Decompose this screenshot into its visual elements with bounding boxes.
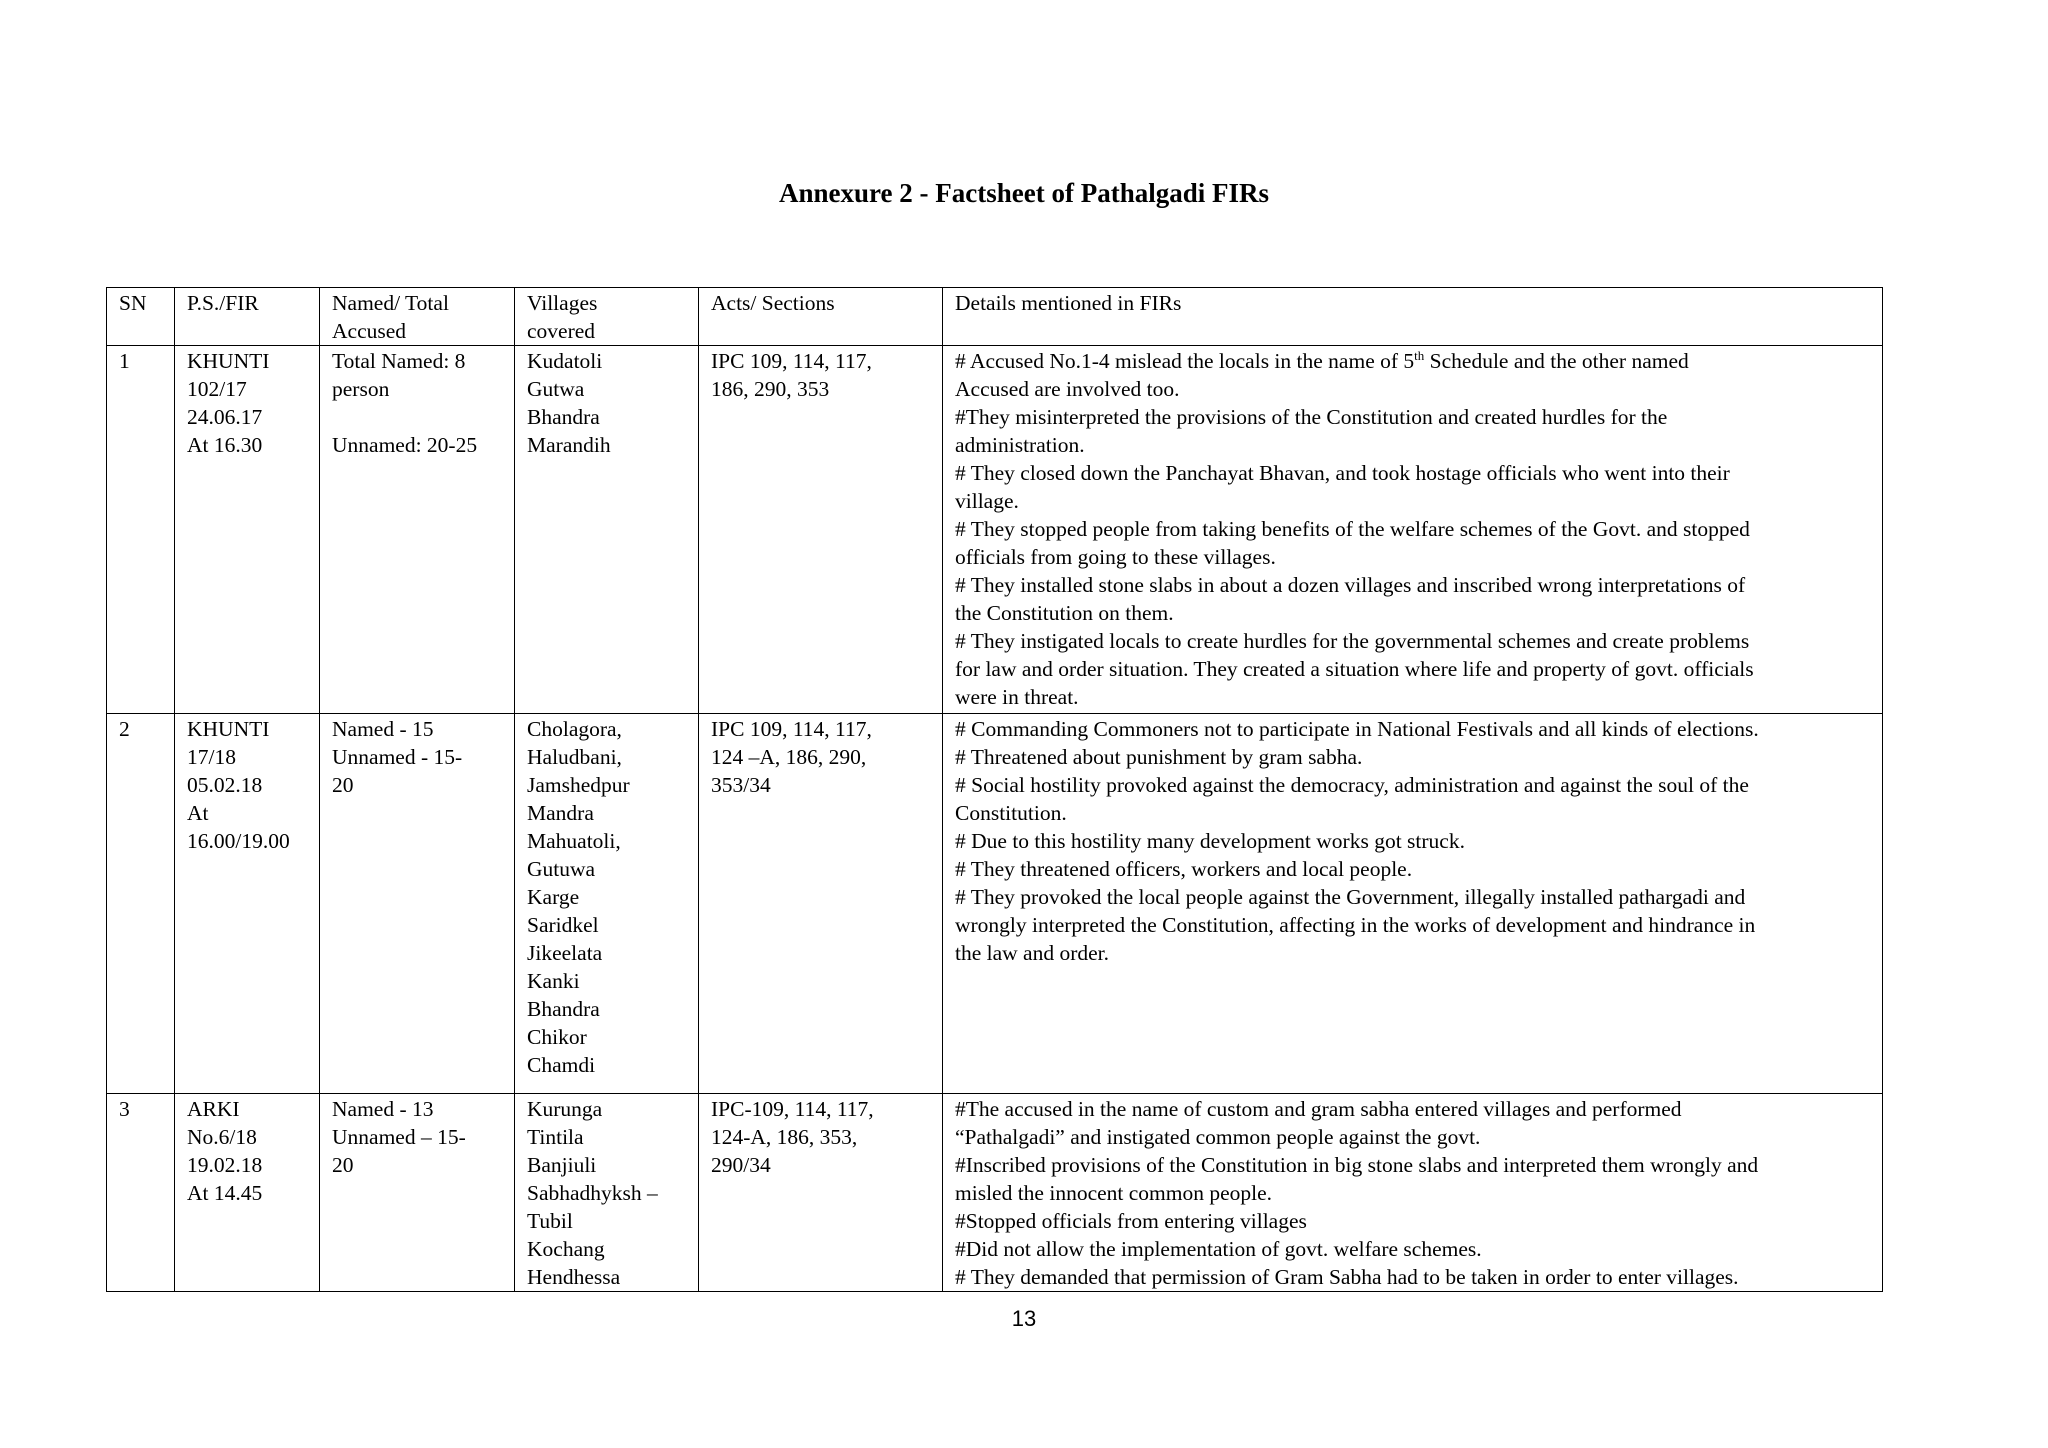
cell-line: At <box>187 801 209 825</box>
cell-line: # Social hostility provoked against the democracy, administration and against the soul of the <box>955 773 1749 797</box>
cell-line: Kochang <box>527 1237 605 1261</box>
header-sn: SN <box>107 288 175 346</box>
cell-line: village. <box>955 489 1019 513</box>
row-sn: 2 <box>107 714 175 1094</box>
cell-line: 20 <box>332 1153 354 1177</box>
cell-line: Haludbani, <box>527 745 622 769</box>
cell-line: misled the innocent common people. <box>955 1181 1273 1205</box>
fir-factsheet-table <box>106 287 1883 1292</box>
cell-line: Unnamed: 20-25 <box>332 433 478 457</box>
cell-line: # They demanded that permission of Gram Sabha had to be taken in order to enter villages. <box>955 1265 1739 1289</box>
header-villages <box>515 288 699 346</box>
cell-line: 124-A, 186, 353, <box>711 1125 858 1149</box>
cell-line: the law and order. <box>955 941 1110 965</box>
cell-line: Villages <box>527 291 598 315</box>
row-villages <box>515 714 699 1094</box>
cell-line: 186, 290, 353 <box>711 377 830 401</box>
cell-line: the Constitution on them. <box>955 601 1174 625</box>
cell-line: # Threatened about punishment by gram sabha. <box>955 745 1363 769</box>
cell-line: IPC 109, 114, 117, <box>711 717 872 741</box>
cell-line: Named/ Total <box>332 291 449 315</box>
cell-line: KHUNTI <box>187 349 270 373</box>
table-row <box>107 346 1883 714</box>
cell-line: # Commanding Commoners not to participate in National Festivals and all kinds of elections. <box>955 717 1759 741</box>
cell-line: 353/34 <box>711 773 771 797</box>
page-title: Annexure 2 - Factsheet of Pathalgadi FIRs <box>779 178 1269 208</box>
cell-line: Chikor <box>527 1025 587 1049</box>
cell-line: Hendhessa <box>527 1265 621 1289</box>
cell-line: 102/17 <box>187 377 247 401</box>
row-details <box>943 346 1883 714</box>
cell-line: for law and order situation. They created a situation where life and property of govt. officials <box>955 657 1754 681</box>
cell-line: Banjiuli <box>527 1153 597 1177</box>
header-acts: Acts/ Sections <box>699 288 943 346</box>
row-acts <box>699 1094 943 1292</box>
cell-line: Accused are involved too. <box>955 377 1180 401</box>
row-villages <box>515 346 699 714</box>
row-acts <box>699 346 943 714</box>
row-ps-fir <box>175 714 320 1094</box>
cell-line: Kanki <box>527 969 580 993</box>
cell-line: Tintila <box>527 1125 584 1149</box>
cell-line: # They closed down the Panchayat Bhavan, and took hostage officials who went into their <box>955 461 1730 485</box>
cell-line: “Pathalgadi” and instigated common people against the govt. <box>955 1125 1481 1149</box>
cell-line: Accused <box>332 319 407 343</box>
cell-line: Karge <box>527 885 580 909</box>
row-details <box>943 714 1883 1094</box>
cell-line: Bhandra <box>527 405 600 429</box>
cell-line: No.6/18 <box>187 1125 257 1149</box>
cell-line: Marandih <box>527 433 611 457</box>
row-sn: 1 <box>107 346 175 714</box>
cell-line: IPC-109, 114, 117, <box>711 1097 874 1121</box>
cell-line: Named - 15 <box>332 717 434 741</box>
cell-line: Total Named: 8 <box>332 349 466 373</box>
cell-line: Constitution. <box>955 801 1067 825</box>
cell-line: Tubil <box>527 1209 573 1233</box>
cell-line: 24.06.17 <box>187 405 263 429</box>
page-number: 13 <box>1011 1306 1037 1331</box>
cell-line: 20 <box>332 773 354 797</box>
row-sn: 3 <box>107 1094 175 1292</box>
row-named-total <box>320 1094 515 1292</box>
cell-line: Jamshedpur <box>527 773 630 797</box>
row-named-total <box>320 346 515 714</box>
cell-line: were in threat. <box>955 685 1079 709</box>
cell-line: Gutuwa <box>527 857 596 881</box>
cell-line: 124 –A, 186, 290, <box>711 745 867 769</box>
cell-line: 05.02.18 <box>187 773 263 797</box>
row-villages <box>515 1094 699 1292</box>
cell-line: Mandra <box>527 801 594 825</box>
cell-line: person <box>332 377 390 401</box>
cell-line: Kurunga <box>527 1097 603 1121</box>
cell-line: # They stopped people from taking benefits of the welfare schemes of the Govt. and stopped <box>955 517 1750 541</box>
cell-line: KHUNTI <box>187 717 270 741</box>
cell-line: IPC 109, 114, 117, <box>711 349 872 373</box>
cell-line: covered <box>527 319 596 343</box>
row-details <box>943 1094 1883 1292</box>
cell-line: #The accused in the name of custom and gram sabha entered villages and performed <box>955 1097 1682 1121</box>
table-row <box>107 1094 1883 1292</box>
cell-line: Unnamed – 15- <box>332 1125 466 1149</box>
cell-line: Unnamed - 15- <box>332 745 463 769</box>
cell-line: Chamdi <box>527 1053 596 1077</box>
cell-line: Bhandra <box>527 997 600 1021</box>
cell-line: # They installed stone slabs in about a dozen villages and inscribed wrong interpretations of <box>955 573 1746 597</box>
cell-line: #They misinterpreted the provisions of the Constitution and created hurdles for the <box>955 405 1668 429</box>
cell-line: administration. <box>955 433 1085 457</box>
cell-line <box>332 403 502 431</box>
row-ps-fir <box>175 346 320 714</box>
row-named-total <box>320 714 515 1094</box>
header-ps-fir: P.S./FIR <box>175 288 320 346</box>
row-acts <box>699 714 943 1094</box>
cell-line: At 16.30 <box>187 433 263 457</box>
cell-line: At 14.45 <box>187 1181 263 1205</box>
cell-line: #Stopped officials from entering villages <box>955 1209 1307 1233</box>
cell-line: Sabhadhyksh – <box>527 1181 658 1205</box>
table-row <box>107 714 1883 1094</box>
cell-line: Gutwa <box>527 377 585 401</box>
table-header-row <box>107 288 1883 346</box>
cell-line: ARKI <box>187 1097 240 1121</box>
cell-line: 19.02.18 <box>187 1153 263 1177</box>
cell-line: wrongly interpreted the Constitution, affecting in the works of development and hindrance in <box>955 913 1756 937</box>
cell-line: officials from going to these villages. <box>955 545 1276 569</box>
header-named-total <box>320 288 515 346</box>
cell-line: #Did not allow the implementation of govt. welfare schemes. <box>955 1237 1482 1261</box>
cell-line: Saridkel <box>527 913 599 937</box>
cell-line: Mahuatoli, <box>527 829 621 853</box>
cell-line: Cholagora, <box>527 717 622 741</box>
cell-line: # They instigated locals to create hurdles for the governmental schemes and create problems <box>955 629 1750 653</box>
row-ps-fir <box>175 1094 320 1292</box>
cell-line: # They threatened officers, workers and local people. <box>955 857 1413 881</box>
cell-line: # Due to this hostility many development works got struck. <box>955 829 1465 853</box>
cell-line: 290/34 <box>711 1153 771 1177</box>
cell-line: Named - 13 <box>332 1097 434 1121</box>
cell-line: Jikeelata <box>527 941 603 965</box>
cell-line: # They provoked the local people against the Government, illegally installed pathargadi and <box>955 885 1746 909</box>
details-first-line: # Accused No.1-4 mislead the locals in the name of 5th Schedule and the other named <box>955 347 1689 373</box>
cell-line: 16.00/19.00 <box>187 829 290 853</box>
cell-line: 17/18 <box>187 745 236 769</box>
header-details: Details mentioned in FIRs <box>943 288 1883 346</box>
cell-line: #Inscribed provisions of the Constitution in big stone slabs and interpreted them wrongly and <box>955 1153 1759 1177</box>
cell-line: Kudatoli <box>527 349 603 373</box>
